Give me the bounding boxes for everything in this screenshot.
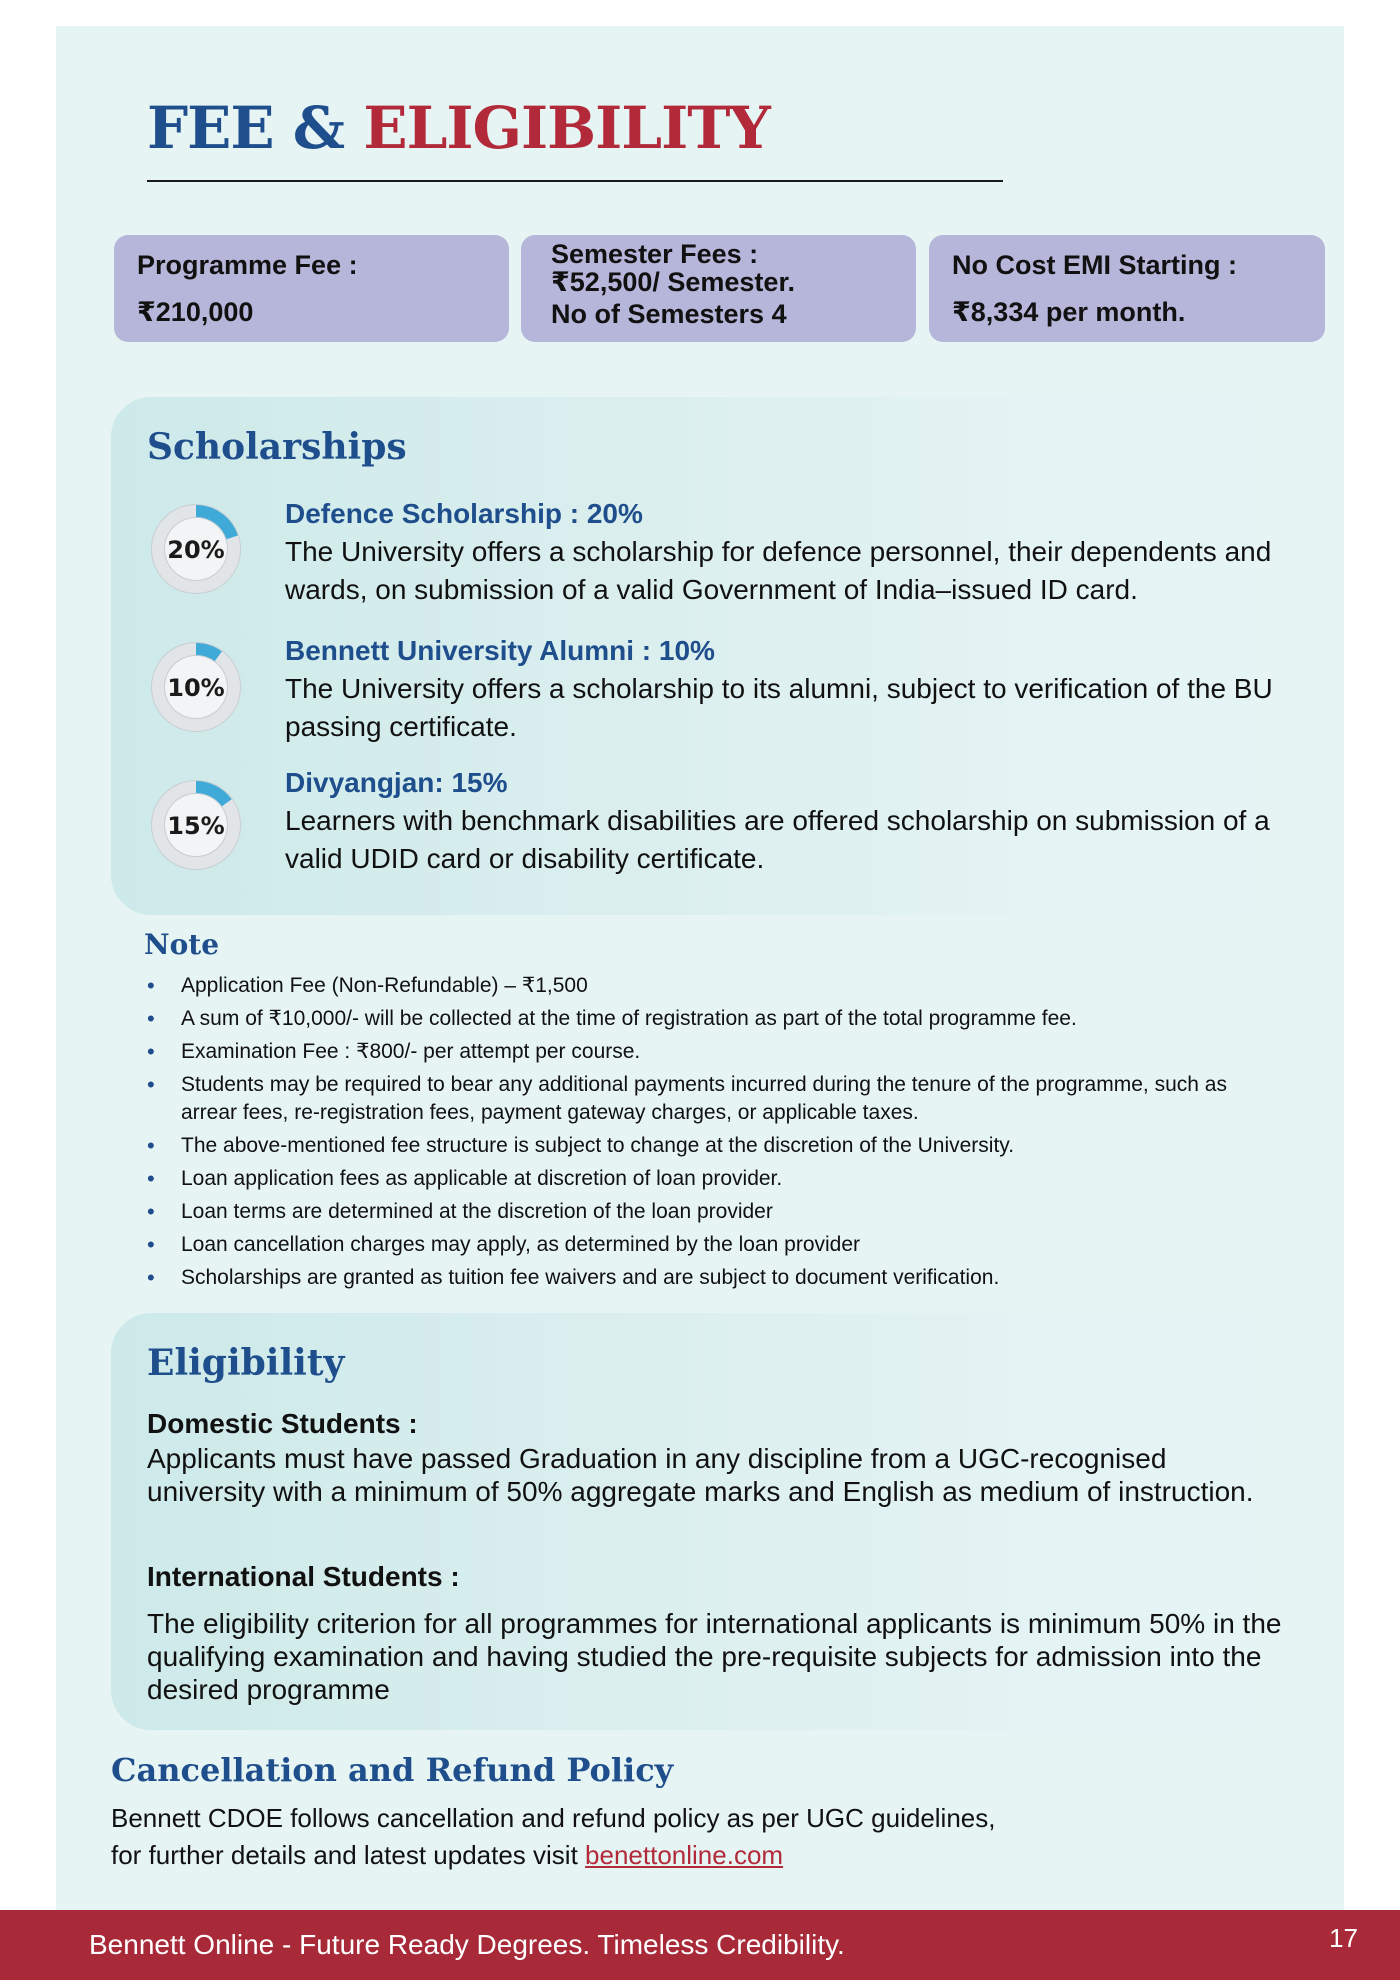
programme-fee-value: ₹210,000 <box>137 297 254 327</box>
domestic-students-text: Applicants must have passed Graduation in any discipline from a UGC-recognised university with a minimum of 50% aggregate marks and English as medium of instruction. <box>147 1443 1254 1507</box>
scholarship-title-divyangjan: Divyangjan: 15% <box>285 767 508 798</box>
programme-fee-label: Programme Fee : <box>137 250 358 280</box>
scholarship-title-alumni: Bennett University Alumni : 10% <box>285 635 715 666</box>
scholarship-badge-3 <box>148 777 244 873</box>
scholarship-desc-defence: The University offers a scholarship for defence personnel, their dependents and wards, on submission of a valid Government of India–issued ID card. <box>285 536 1272 605</box>
page-number: 17 <box>1329 1923 1358 1953</box>
badge-label: 10% <box>167 674 225 702</box>
semester-count: No of Semesters 4 <box>551 299 787 329</box>
footer-bar <box>0 1910 1400 1980</box>
note-item: • Examination Fee : ₹800/- per attempt per course. <box>145 1038 1281 1066</box>
semester-fee-value: ₹52,500/ Semester. <box>551 267 795 297</box>
refund-line-2 <box>111 1837 783 1874</box>
website-link[interactable]: benettonline.com <box>585 1840 784 1870</box>
scholarship-desc-divyangjan: Learners with benchmark disabilities are offered scholarship on submission of a valid UDID card or disability certificate. <box>285 805 1270 874</box>
page-title <box>147 92 770 164</box>
eligibility-heading: Eligibility <box>147 1342 345 1384</box>
title-part-eligibility: ELIGIBILITY <box>363 94 770 162</box>
programme-fee-card <box>114 235 509 342</box>
international-students-heading: International Students : <box>147 1561 460 1592</box>
title-part-fee: FEE & <box>147 94 345 162</box>
scholarships-heading: Scholarships <box>147 426 407 468</box>
scholarship-title-defence: Defence Scholarship : 20% <box>285 498 643 529</box>
note-item: • Scholarships are granted as tuition fee waivers and are subject to document verification. <box>145 1264 1281 1292</box>
note-heading: Note <box>144 928 220 961</box>
note-item: • Students may be required to bear any additional payments incurred during the tenure of the programme, such as arrear fees, re-registration fees, payment gateway charges, or applicable taxes. <box>145 1071 1281 1127</box>
scholarship-badge-2 <box>148 639 244 735</box>
emi-value: ₹8,334 per month. <box>952 297 1186 327</box>
note-item: • Application Fee (Non-Refundable) – ₹1,500 <box>145 972 1281 1000</box>
refund-heading: Cancellation and Refund Policy <box>111 1751 674 1789</box>
note-list <box>145 972 1281 1297</box>
emi-label: No Cost EMI Starting : <box>952 250 1237 280</box>
title-divider <box>147 180 1003 182</box>
badge-label: 15% <box>167 812 225 840</box>
semester-fee-card <box>521 235 916 342</box>
footer-tagline: Bennett Online - Future Ready Degrees. Timeless Credibility. <box>89 1929 845 1960</box>
badge-label: 20% <box>167 536 225 564</box>
note-item: • A sum of ₹10,000/- will be collected at the time of registration as part of the total programme fee. <box>145 1005 1281 1033</box>
note-item: • Loan application fees as applicable at discretion of loan provider. <box>145 1165 1281 1193</box>
domestic-students-heading: Domestic Students : <box>147 1408 418 1439</box>
scholarship-badge-1 <box>148 501 244 597</box>
refund-line-1: Bennett CDOE follows cancellation and refund policy as per UGC guidelines, <box>111 1803 996 1833</box>
refund-line-2-text: for further details and latest updates visit <box>111 1840 578 1870</box>
international-students-text: The eligibility criterion for all programmes for international applicants is minimum 50% in the qualifying examination and having studied the pre-requisite subjects for admission into the desired programme <box>147 1608 1282 1705</box>
semester-fee-label: Semester Fees : <box>551 239 759 269</box>
scholarship-desc-alumni: The University offers a scholarship to its alumni, subject to verification of the BU passing certificate. <box>285 673 1273 742</box>
note-item: • The above-mentioned fee structure is subject to change at the discretion of the University. <box>145 1132 1281 1160</box>
note-item: • Loan cancellation charges may apply, as determined by the loan provider <box>145 1231 1281 1259</box>
emi-card <box>929 235 1325 342</box>
note-item: • Loan terms are determined at the discretion of the loan provider <box>145 1198 1281 1226</box>
